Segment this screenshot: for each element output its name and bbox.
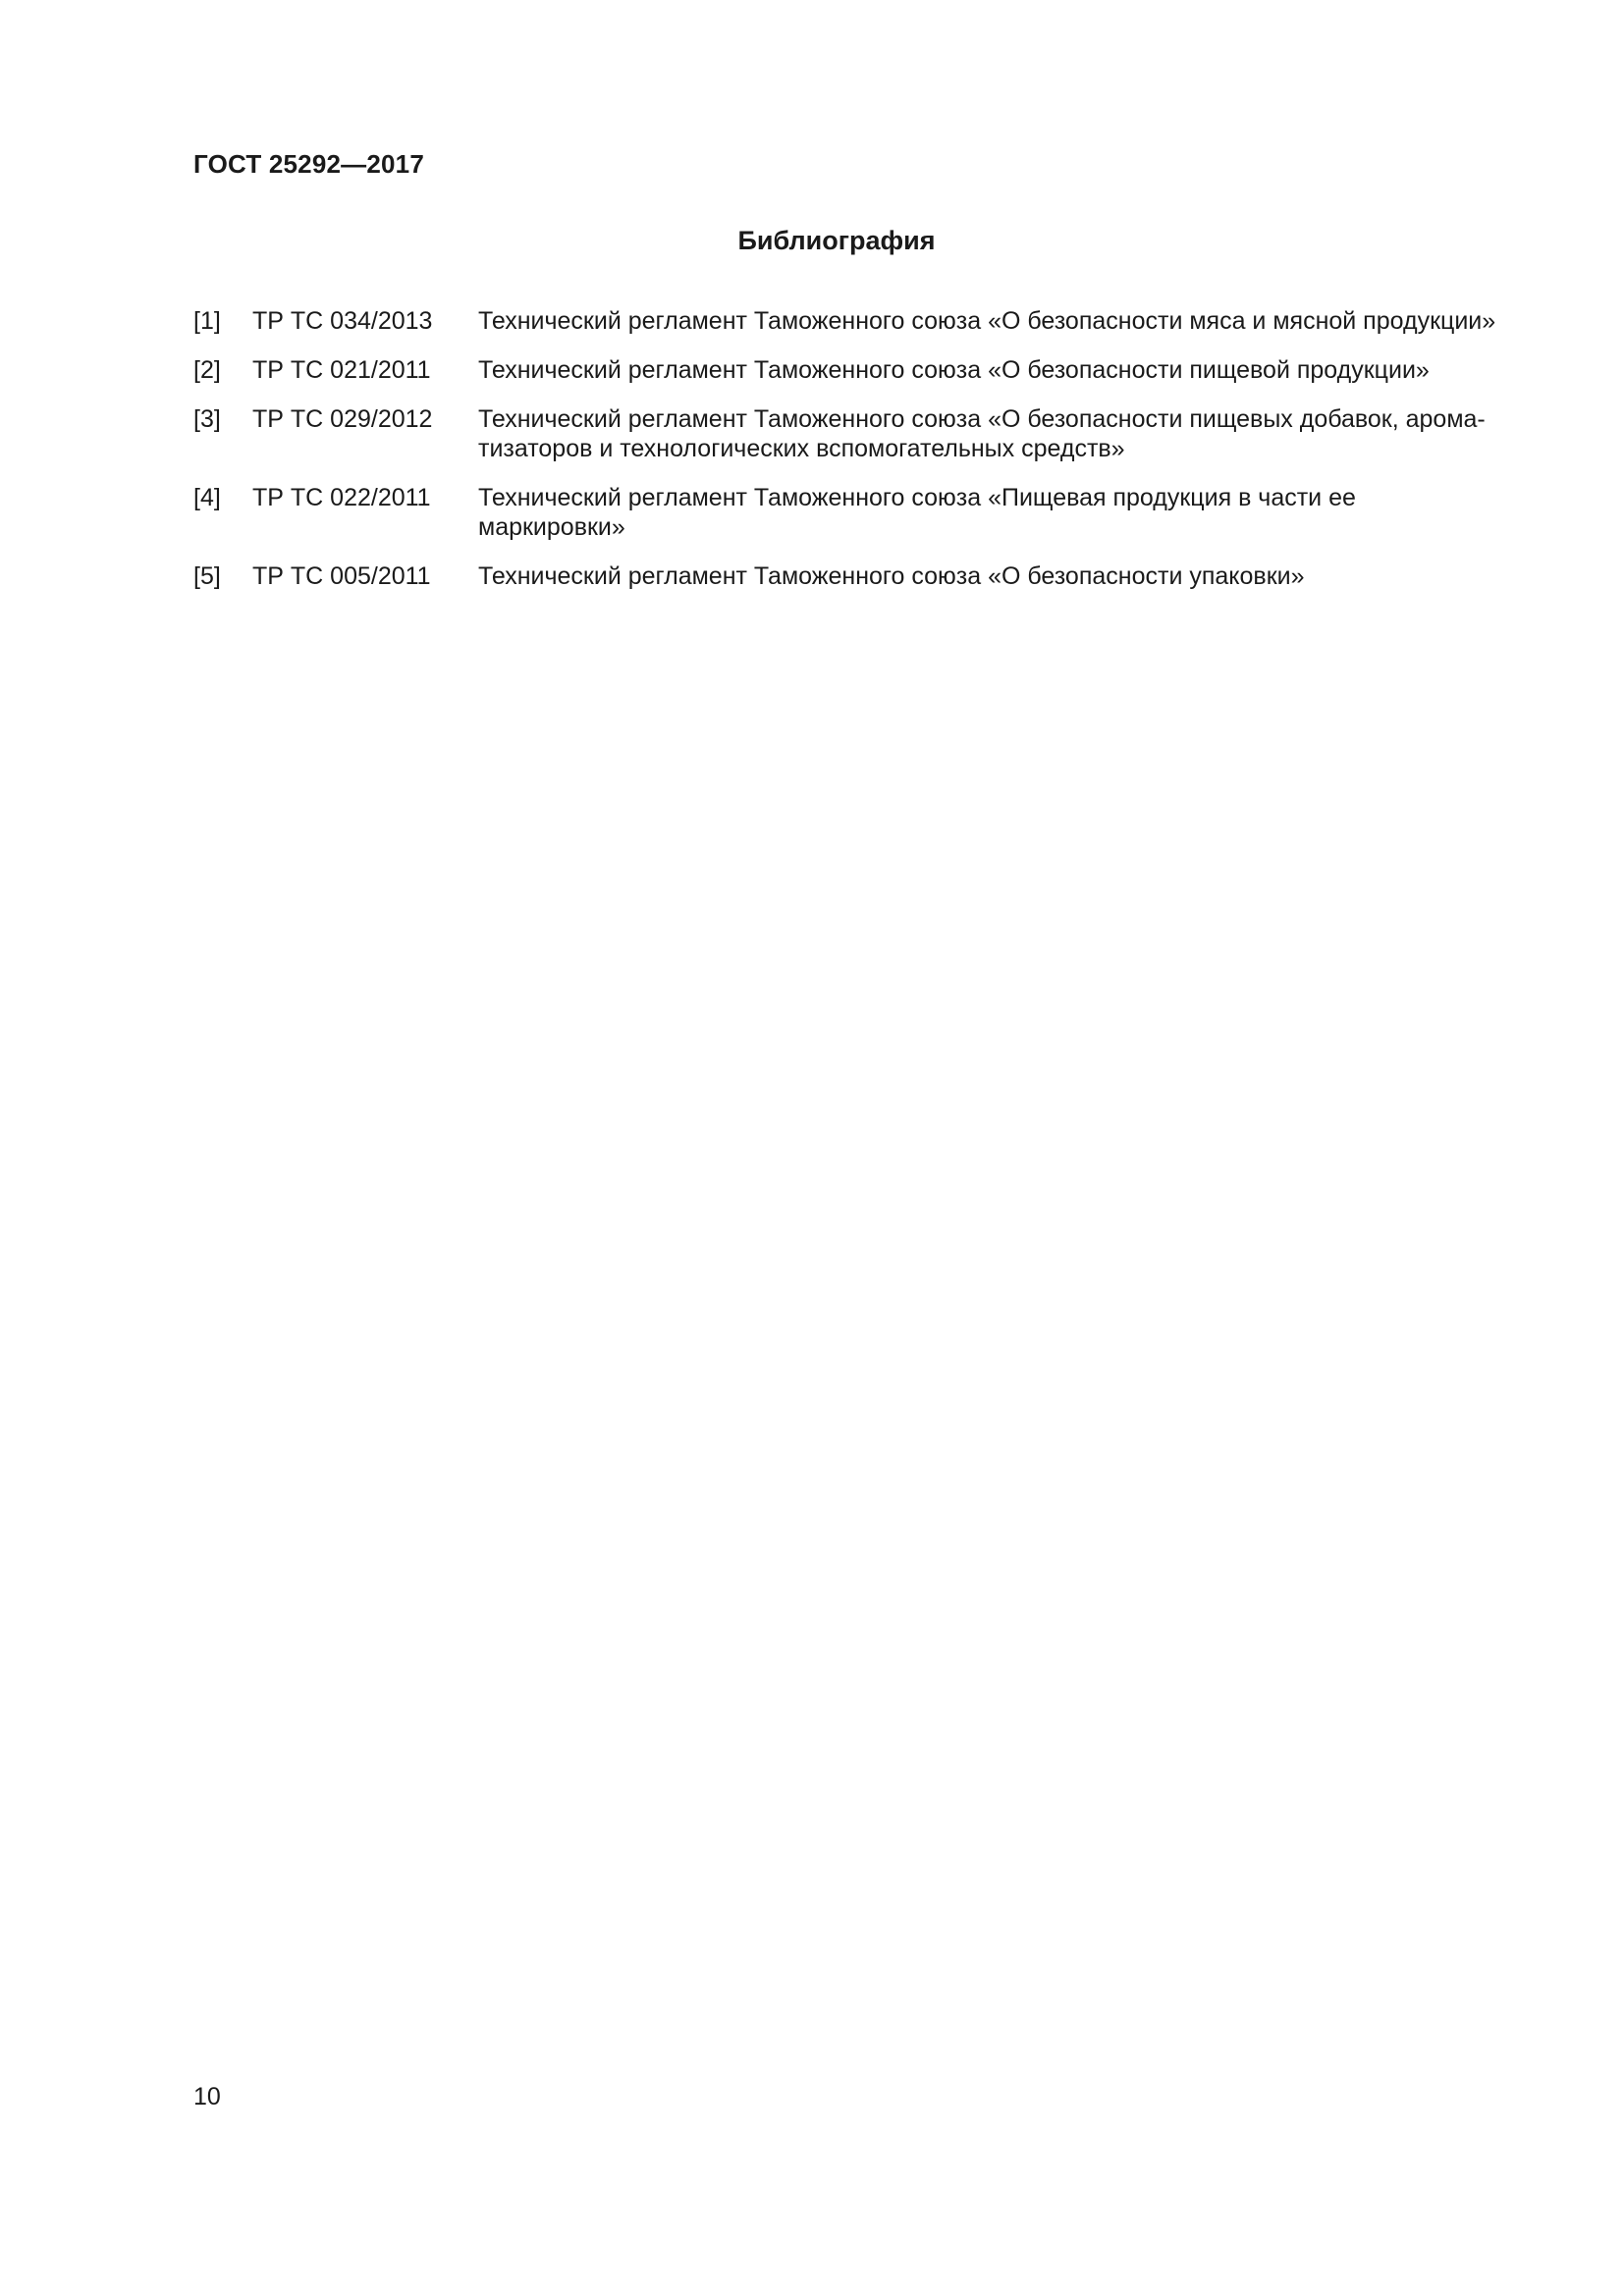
entry-number: [5] <box>193 562 221 590</box>
bibliography-entry <box>193 483 1529 542</box>
bibliography-list <box>193 306 1529 611</box>
entry-title: Технический регламент Таможенного союза «О безопасности пищевых добавок, ароматизаторов и технологических вспомогательных средств» <box>478 405 1486 462</box>
bibliography-entry <box>193 561 1529 591</box>
entry-code: ТР ТС 034/2013 <box>252 307 433 335</box>
entry-code: ТР ТС 005/2011 <box>252 562 431 590</box>
entry-number: [3] <box>193 405 221 433</box>
bibliography-entry <box>193 355 1529 385</box>
entry-title: Технический регламент Таможенного союза «О безопасности пищевой продукции» <box>478 356 1430 384</box>
entry-code: ТР ТС 021/2011 <box>252 356 431 384</box>
document-code: ГОСТ 25292—2017 <box>193 149 424 179</box>
bibliography-entry <box>193 306 1529 336</box>
entry-title: Технический регламент Таможенного союза «О безопасности мяса и мясной продукции» <box>478 307 1496 335</box>
entry-code: ТР ТС 029/2012 <box>252 405 433 433</box>
entry-number: [1] <box>193 307 221 335</box>
entry-number: [4] <box>193 484 221 511</box>
entry-title: Технический регламент Таможенного союза «О безопасности упаковки» <box>478 562 1305 590</box>
bibliography-entry <box>193 404 1529 463</box>
page-number: 10 <box>193 2083 221 2110</box>
entry-number: [2] <box>193 356 221 384</box>
entry-title: Технический регламент Таможенного союза «Пищевая продукция в части ее маркировки» <box>478 484 1356 541</box>
entry-code: ТР ТС 022/2011 <box>252 484 431 511</box>
section-title: Библиография <box>737 226 936 255</box>
